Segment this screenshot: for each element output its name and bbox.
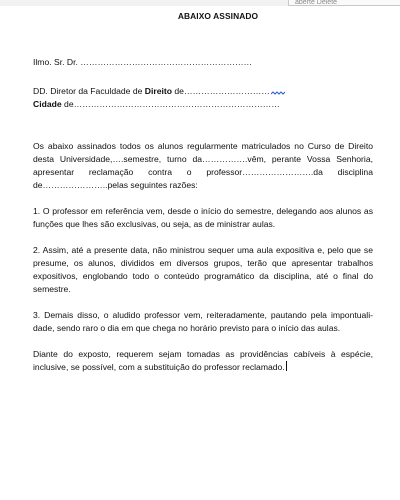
director-faculty-name: Direito xyxy=(144,86,172,96)
director-line-text: DD. Diretor da Faculdade de xyxy=(33,86,145,96)
paragraph-reason-1: 1. O professor em referência vem, desde o início do semestre, delegando aos alunos as funções que lhes são exclusivas, ou seja, as de ministrar aulas. xyxy=(33,206,373,229)
director-line xyxy=(33,85,373,98)
paragraph-reason-2: 2. Assim, até a presente data, não ministrou sequer uma aula expositiva e, pelo que se presume, os alunos, divididos em diversos grupos, terão que apresentar trabalhos expositivos, englobando todo o conteúdo programático da disciplina, até o final do semestre. xyxy=(33,245,373,294)
city-line-tail: de……………………………………………………………… xyxy=(61,99,280,109)
comment-tag[interactable]: aberte Delete xyxy=(288,0,400,6)
paragraph-reason-3: 3. Demais disso, o aludido professor vem, reiteradamente, pautando pela impontuali-dade, sendo raro o dia em que chega no horário previsto para o início das aulas. xyxy=(33,310,373,333)
paragraph-conclusion-text: Diante do exposto, requerem sejam tomadas as providências cabíveis à espécie, inclusive, se possível, com a substituição do professor reclamado. xyxy=(33,349,373,372)
document-page xyxy=(33,10,373,387)
paragraph-conclusion xyxy=(33,348,373,374)
addressee-line: Ilmo. Sr. Dr. …………………………………………………… xyxy=(33,57,253,67)
spellcheck-squiggle-icon xyxy=(271,91,285,96)
city-line xyxy=(33,98,373,111)
text-cursor xyxy=(286,361,287,371)
city-label: Cidade xyxy=(33,99,62,109)
document-title: ABAIXO ASSINADO xyxy=(177,11,259,21)
paragraph-intro: Os abaixo assinados todos os alunos regularmente matriculados no Curso de Direito desta Universidade,….semestre, turno da…………….vêm, perante Vossa Senhoria, apresentar reclamação contra o professor…………………….da disciplina de…………………..pelas seguintes razões: xyxy=(33,141,373,190)
director-line-tail: de………………………… xyxy=(172,86,270,96)
